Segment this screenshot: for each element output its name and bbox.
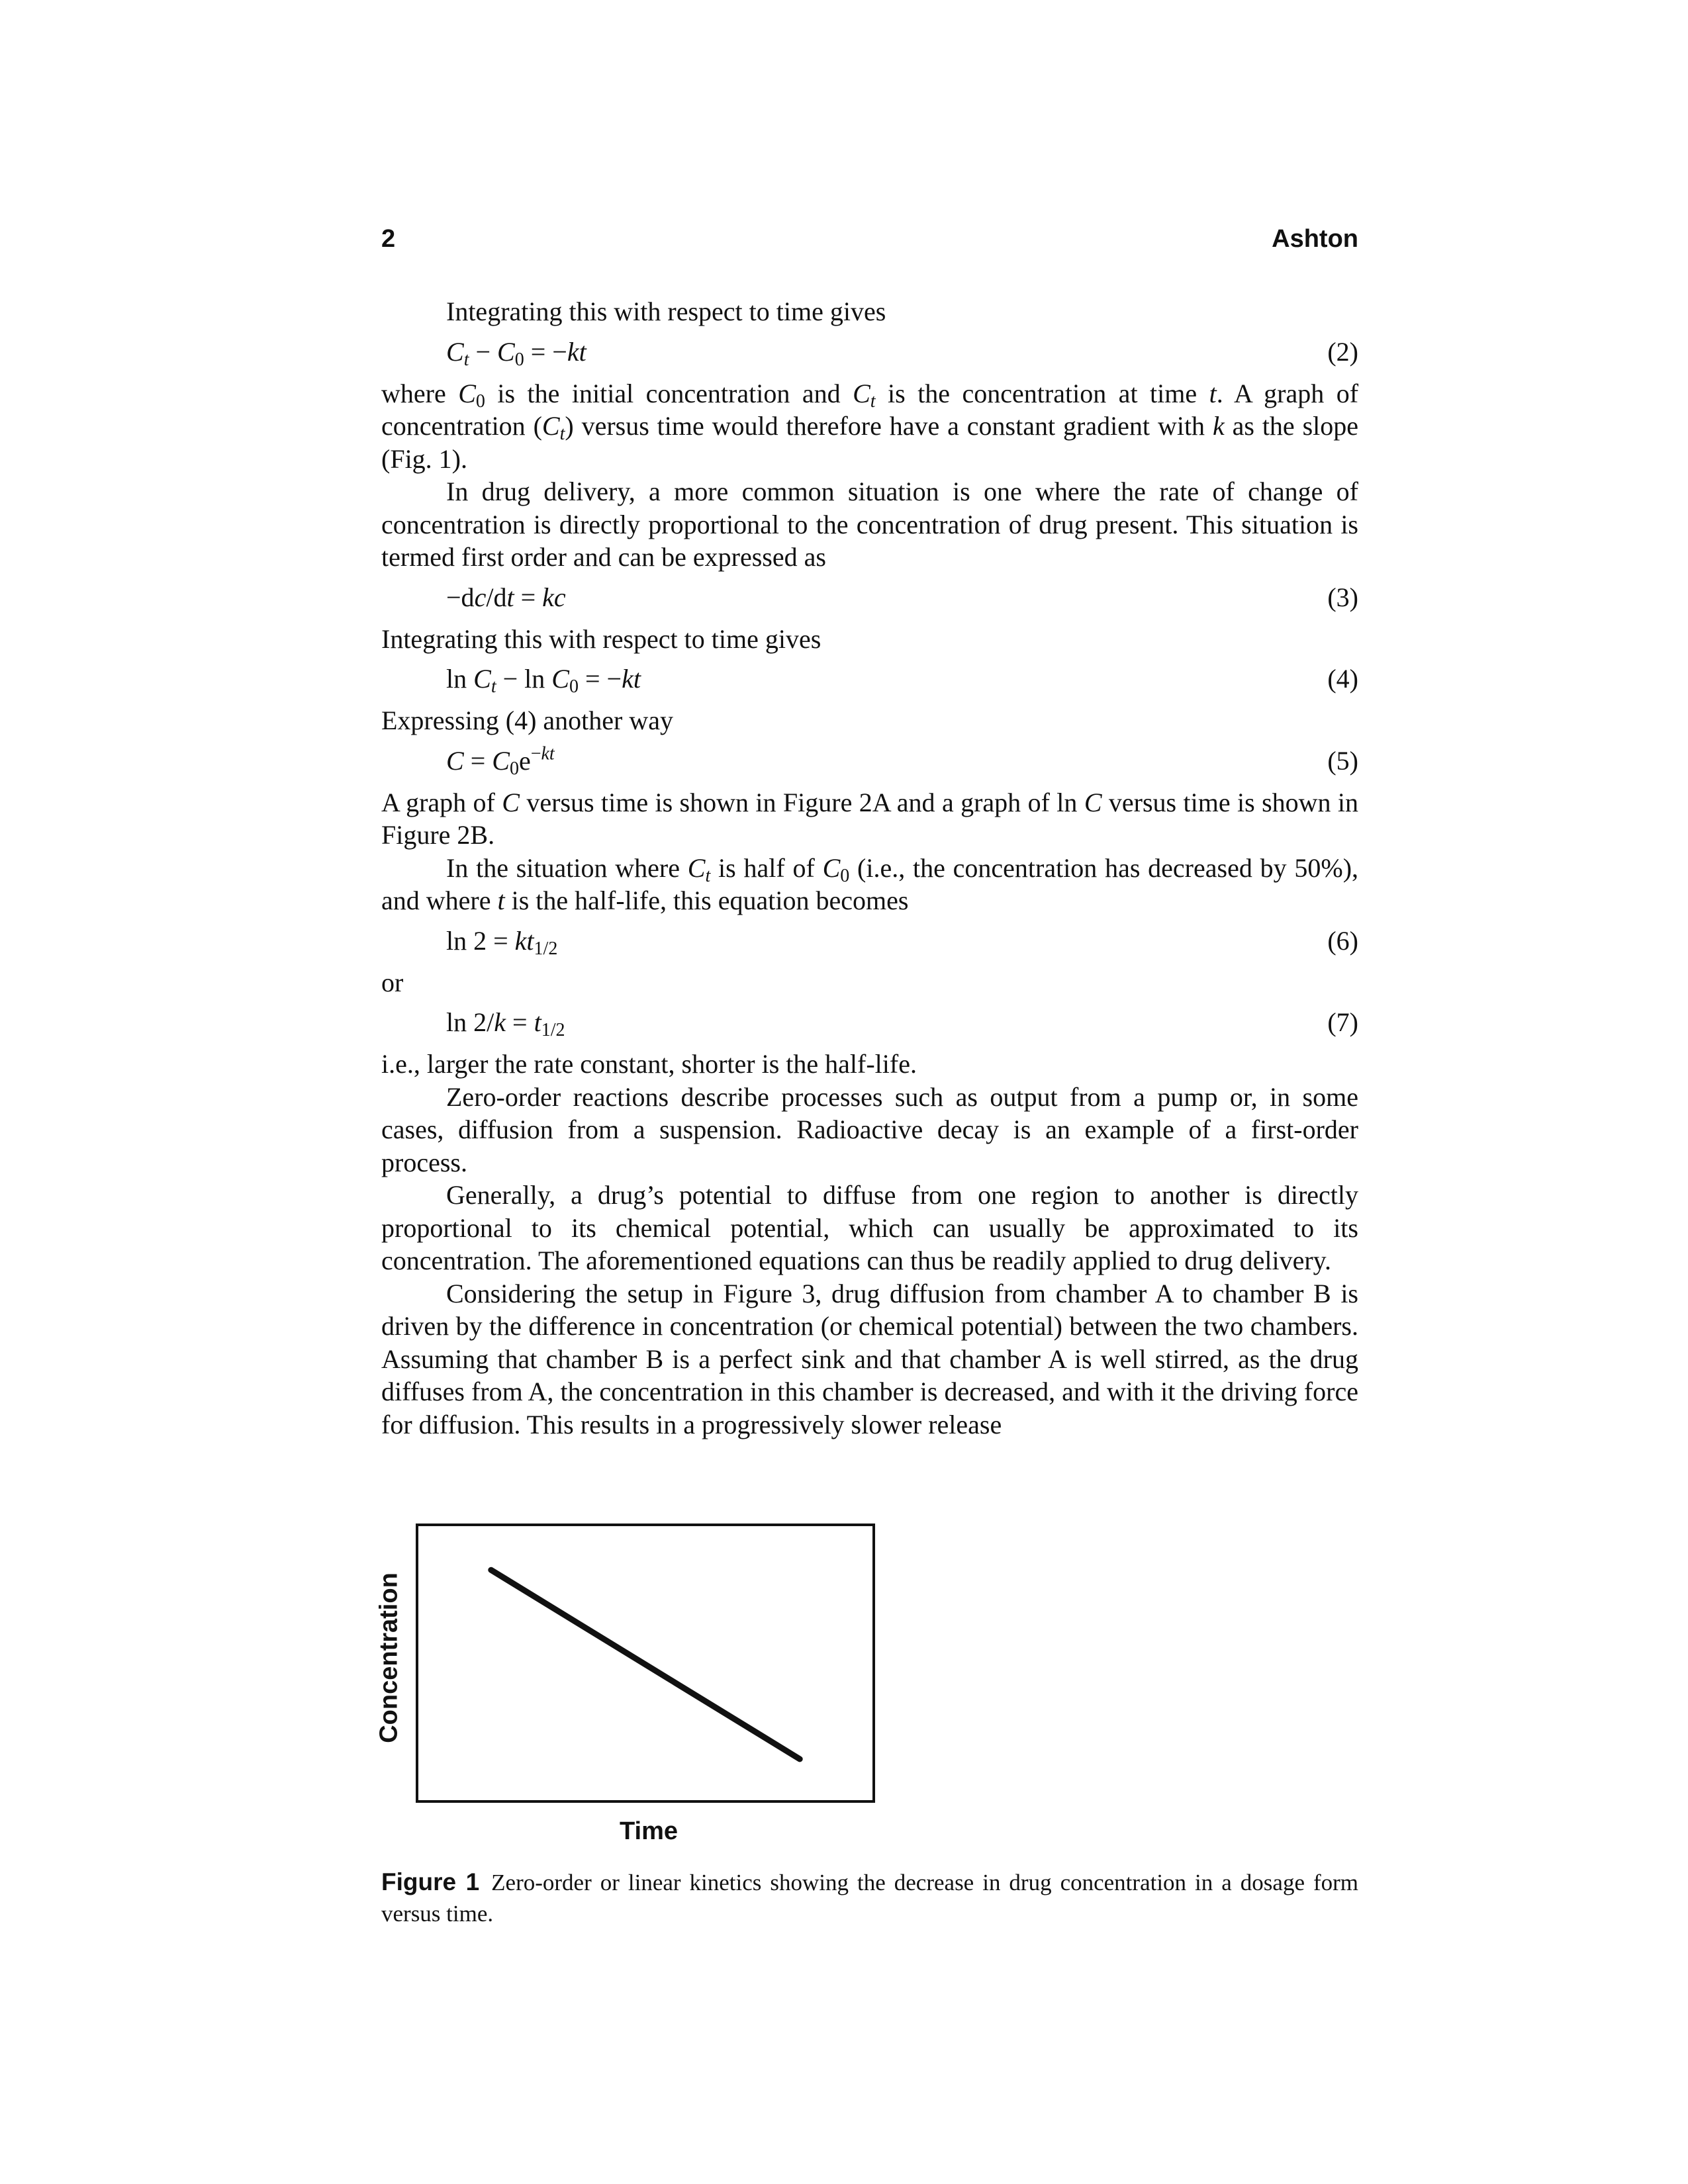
equation-5-number: (5) bbox=[1327, 745, 1358, 776]
equation-6-number: (6) bbox=[1327, 925, 1358, 956]
equation-5-expression: $C = C_0e^{-kt}$ bbox=[446, 743, 555, 779]
paragraph-5: Expressing (4) another way bbox=[381, 705, 673, 735]
paragraph-10: Zero-order reactions describe processes such as output from a pump or, in some cases, diffusion from a suspension. Radioactive decay is an example of a first-order process. bbox=[381, 1081, 1358, 1177]
paragraph-4: Integrating this with respect to time gives bbox=[381, 623, 821, 654]
equation-3 bbox=[381, 579, 1358, 616]
paragraph-9: i.e., larger the rate constant, shorter is the half-life. bbox=[381, 1049, 917, 1079]
equation-4-number: (4) bbox=[1327, 664, 1358, 694]
page-number: 2 bbox=[381, 225, 396, 253]
equation-4 bbox=[381, 660, 1358, 698]
equation-7 bbox=[381, 1004, 1358, 1041]
equation-6-expression: $\ln 2 = kt_{1/2}$ bbox=[446, 925, 558, 959]
running-head: Ashton bbox=[1272, 225, 1358, 253]
figure-1-caption bbox=[381, 1866, 1358, 1929]
paragraph-8: or bbox=[381, 967, 404, 997]
figure-caption-text: Zero-order or linear kinetics showing the decrease in drug concentration in a dosage form versus time. bbox=[381, 1870, 1359, 1927]
figure-1-chart bbox=[414, 1522, 878, 1813]
body-text bbox=[381, 295, 1358, 1441]
page: 2 Ashton Integrating this with respect to time gives $C_t - C_0 = -kt$ (2) where $C_0$ is the initial concentration and $C_t$ is the concentration at time t. A graph of concentration $(C_t)$ versus time would therefore have a constant gradient with k as the slope (Fig. 1). In drug delivery, a more common situation is one where the rate of change of concentration is directly proportional to the concentration of drug present. This situation is termed first order and can be expressed as −dc/dt = kc (3) Integrating this with respect to time gives $\ln C_t - \ln C_0 = -kt$ (4) Expressing (4) another way $C = C_0e^{-kt}$ (5) A graph of C versus time is shown in Figure 2A and a graph of ln C versus time is shown in Figure 2B. In the situation where $C_t$ is half of $C_0$ (i.e., the concentration has decreased by 50%), and where t is the half-life, this equation becomes $\ln 2 = kt_{1/2}$ (6) or $\ln 2/k = t_{1/2}$ (7) i.e., larger the rate constant, shorter is the half-life. Zero-order reactions describe processes such as output from a pump or, in some cases, diffusion from a suspension. Radioactive decay is an example of a first-order process. Generally, a drug’s potential to diffuse from one region to another is directly proportional to its chemical potential, which can usually be approximated to its concentration. The aforementioned equations can thus be readily applied to drug delivery. Considering the setup in Figure 3, drug diffusion from chamber A to chamber B is driven by the difference in concentration (or chemical potential) between the two chambers. Assuming that chamber B is a perfect sink and that chamber A is well stirred, as the drug diffuses from A, the concentration in this chamber is decreased, and with it the driving force for diffusion. This results in a progressively slower release Concentration Time Figure 1 Zero-order or linear kinetics showing the decrease in drug concentration in a dosage form versus time. bbox=[0, 0, 1688, 2184]
paragraph-3: In drug delivery, a more common situation is one where the rate of change of concentration is directly proportional to the concentration of drug present. This situation is termed first order and can be expressed as bbox=[381, 477, 1358, 572]
equation-2 bbox=[381, 334, 1358, 371]
equation-7-number: (7) bbox=[1327, 1007, 1358, 1037]
series-line-1 bbox=[491, 1570, 800, 1759]
paragraph-2: where $C_0$ is the initial concentration and $C_t$ is the concentration at time t. A graph of concentration $(C_t)$ versus time would therefore have a constant gradient with k as the slope (Fig. 1). bbox=[381, 378, 1359, 474]
equation-4-expression: $\ln C_t - \ln C_0 = -kt$ bbox=[446, 664, 641, 697]
figure-label: Figure 1 bbox=[381, 1868, 480, 1895]
paragraph-7: In the situation where $C_t$ is half of $C_0$ (i.e., the concentration has decreased by 50%), and where t is the half-life, this equation becomes bbox=[381, 852, 1359, 915]
paragraph-11: Generally, a drug’s potential to diffuse from one region to another is directly proportional to its chemical potential, which can usually be approximated to its concentration. The aforementioned equations can thus be readily applied to drug delivery. bbox=[381, 1180, 1358, 1275]
equation-7-expression: $\ln 2/k = t_{1/2}$ bbox=[446, 1007, 565, 1040]
equation-3-expression: −dc/dt = kc bbox=[446, 582, 566, 612]
paragraph-6: A graph of C versus time is shown in Figure 2A and a graph of ln C versus time is shown in Figure 2B. bbox=[381, 787, 1359, 850]
paragraph-12: Considering the setup in Figure 3, drug diffusion from chamber A to chamber B is driven by the difference in concentration (or chemical potential) between the two chambers. Assuming that chamber B is a perfect sink and that chamber A is well stirred, as the drug diffuses from A, the concentration in this chamber is decreased, and with it the driving force for diffusion. This results in a progressively slower release bbox=[381, 1278, 1358, 1439]
equation-5 bbox=[381, 743, 1358, 780]
x-axis-label: Time bbox=[619, 1817, 678, 1845]
paragraph-1: Integrating this with respect to time gives bbox=[446, 296, 886, 326]
equation-3-number: (3) bbox=[1327, 582, 1358, 612]
equation-2-expression: $C_t - C_0 = -kt$ bbox=[446, 336, 586, 370]
equation-6 bbox=[381, 923, 1358, 960]
equation-2-number: (2) bbox=[1327, 336, 1358, 367]
